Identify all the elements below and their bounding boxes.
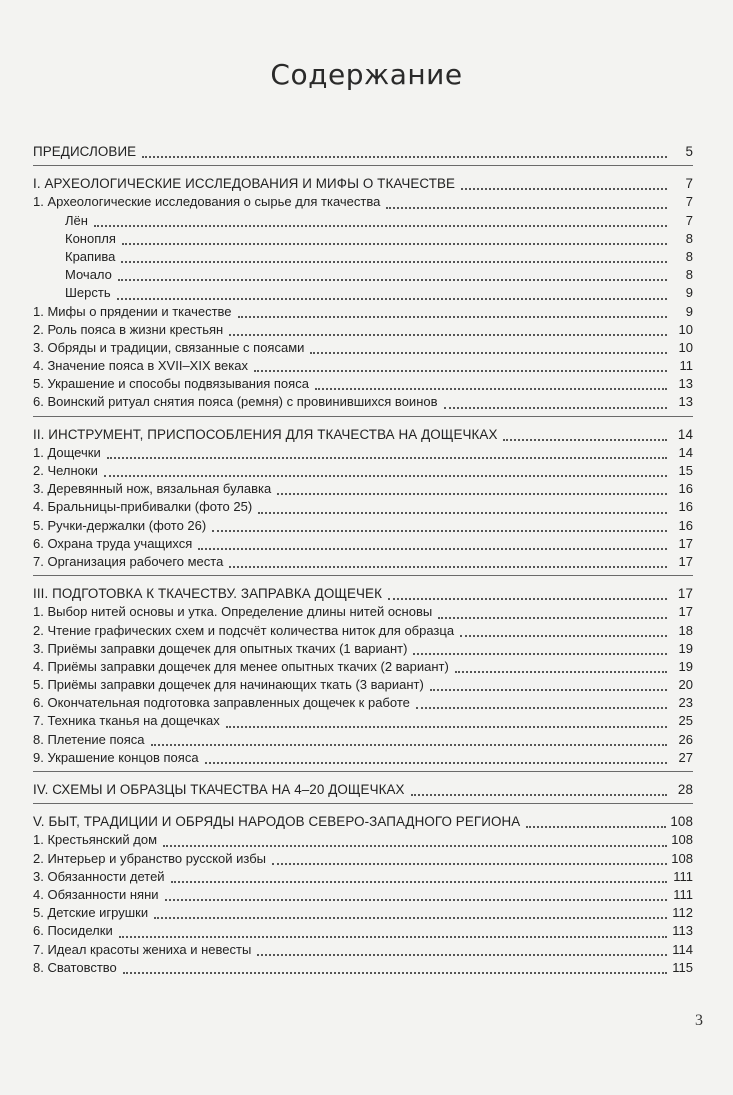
toc-entry-label: 4. Обязанности няни	[33, 886, 159, 902]
toc-item-entry	[33, 393, 693, 411]
toc-entry-page: 111	[673, 868, 693, 884]
toc-entry-label: 6. Охрана труда учащихся	[33, 535, 193, 551]
toc-entry-label: 2. Чтение графических схем и подсчёт количества ниток для образца	[33, 622, 455, 638]
toc-entry-page: 17	[678, 553, 693, 569]
toc-item-entry	[33, 498, 693, 516]
toc-entry-page: 19	[678, 658, 693, 674]
dot-leader	[154, 916, 667, 919]
toc-entry-label: 5. Детские игрушки	[33, 905, 149, 921]
toc-entry-label: 5. Приёмы заправки дощечек для начинающих ткать (3 вариант)	[33, 677, 424, 693]
toc-entry-label: 5. Украшение и способы подвязывания пояса	[33, 376, 309, 392]
toc-item-entry	[33, 959, 693, 977]
toc-section	[33, 813, 693, 981]
toc-entry-page: 113	[672, 923, 693, 939]
dot-leader	[254, 369, 667, 372]
dot-leader	[416, 706, 667, 709]
toc-item-entry	[33, 444, 693, 462]
toc-entry-page: 15	[678, 463, 693, 478]
dot-leader	[503, 438, 667, 441]
toc-entry-label: 6. Воинский ритуал снятия пояса (ремня) с провинившихся воинов	[33, 394, 438, 410]
toc-item-entry	[33, 321, 693, 339]
toc-section	[33, 175, 693, 416]
toc-item-entry	[33, 868, 693, 886]
toc-item-entry	[33, 886, 693, 904]
toc-section	[33, 585, 693, 772]
toc-entry-page: 23	[678, 695, 693, 711]
dot-leader	[444, 406, 667, 409]
toc-entry-page: 8	[685, 230, 693, 246]
dot-leader	[205, 761, 667, 764]
toc-entry-page: 28	[677, 782, 693, 797]
dot-leader	[142, 155, 667, 158]
toc-item-entry	[33, 694, 693, 712]
toc-entry-page: 18	[678, 622, 693, 638]
toc-item-entry	[33, 749, 693, 767]
toc-item-entry	[33, 922, 693, 940]
toc-subitem-entry	[33, 284, 693, 302]
toc-item-entry	[33, 480, 693, 498]
toc-entry-label: 6. Посиделки	[33, 923, 113, 939]
toc-entry-page: 5	[685, 144, 693, 159]
toc-item-entry	[33, 622, 693, 640]
toc-entry-label: 8. Плетение пояса	[33, 731, 145, 747]
toc-part-entry	[33, 585, 693, 603]
toc-item-entry	[33, 553, 693, 571]
toc-entry-page: 108	[671, 832, 693, 848]
toc-entry-label: I. АРХЕОЛОГИЧЕСКИЕ ИССЛЕДОВАНИЯ И МИФЫ О ТКАЧЕСТВЕ	[33, 176, 456, 192]
toc-entry-page: 14	[677, 426, 693, 442]
dot-leader	[258, 511, 667, 514]
toc-part-entry	[33, 175, 693, 193]
toc-entry-page: 7	[685, 212, 693, 228]
toc-entry-label: 7. Техника тканья на дощечках	[33, 713, 220, 729]
toc-item-entry	[33, 831, 693, 849]
toc-entry-label: Шерсть	[65, 285, 111, 301]
dot-leader	[107, 456, 667, 459]
toc-entry-label: 3. Приёмы заправки дощечек для опытных ткачих (1 вариант)	[33, 640, 408, 656]
toc-entry-label: 1. Выбор нитей основы и утка. Определение длины нитей основы	[33, 604, 433, 620]
dot-leader	[171, 880, 667, 883]
toc-item-entry	[33, 603, 693, 621]
dot-leader	[411, 793, 667, 796]
toc-item-entry	[33, 904, 693, 922]
toc-section	[33, 781, 693, 804]
dot-leader	[123, 971, 667, 974]
toc-entry-label: 3. Деревянный нож, вязальная булавка	[33, 481, 272, 497]
toc-item-entry	[33, 193, 693, 211]
toc-entry-page: 16	[678, 481, 693, 497]
dot-leader	[104, 474, 667, 477]
dot-leader	[388, 597, 667, 600]
toc-entry-label: ПРЕДИСЛОВИЕ	[33, 144, 137, 159]
toc-subitem-entry	[33, 266, 693, 284]
dot-leader	[94, 224, 667, 227]
toc-subitem-entry	[33, 212, 693, 230]
toc-entry-page: 16	[678, 517, 693, 533]
toc-entry-label: II. ИНСТРУМЕНТ, ПРИСПОСОБЛЕНИЯ ДЛЯ ТКАЧЕСТВА НА ДОЩЕЧКАХ	[33, 426, 498, 442]
toc-entry-label: 6. Окончательная подготовка заправленных дощечек к работе	[33, 695, 410, 711]
toc-subitem-entry	[33, 230, 693, 248]
dot-leader	[229, 333, 667, 336]
dot-leader	[212, 529, 667, 532]
toc-entry-label: Мочало	[65, 267, 112, 283]
toc-entry-label: 5. Ручки-держалки (фото 26)	[33, 517, 207, 533]
dot-leader	[117, 297, 667, 300]
toc-entry-label: 2. Интерьер и убранство русской избы	[33, 850, 266, 866]
dot-leader	[461, 187, 667, 190]
toc-entry-page: 10	[678, 339, 693, 355]
toc-subitem-entry	[33, 248, 693, 266]
toc-entry-label: 1. Археологические исследования о сырье для ткачества	[33, 194, 381, 210]
toc-item-entry	[33, 712, 693, 730]
toc-entry-page: 13	[678, 376, 693, 392]
dot-leader	[119, 935, 667, 938]
toc-section	[33, 143, 693, 166]
dot-leader	[386, 206, 667, 209]
toc-item-entry	[33, 640, 693, 658]
toc-entry-label: 2. Челноки	[33, 463, 98, 478]
toc-entry-page: 17	[677, 586, 693, 602]
dot-leader	[198, 547, 667, 550]
toc-item-entry	[33, 375, 693, 393]
toc-item-entry	[33, 339, 693, 357]
toc-part-entry	[33, 143, 693, 161]
dot-leader	[310, 351, 667, 354]
toc-entry-page: 115	[672, 959, 693, 975]
dot-leader	[526, 825, 666, 828]
toc-entry-page: 108	[671, 850, 693, 866]
toc-entry-page: 7	[685, 194, 693, 210]
toc-entry-page: 7	[685, 176, 693, 192]
toc-section	[33, 426, 693, 577]
toc-entry-label: 1. Дощечки	[33, 444, 101, 460]
page-number: 3	[695, 1012, 703, 1029]
toc-item-entry	[33, 357, 693, 375]
toc-item-entry	[33, 303, 693, 321]
toc-entry-label: 1. Мифы о прядении и ткачестве	[33, 303, 232, 319]
toc-entry-label: Крапива	[65, 248, 116, 264]
toc-entry-page: 17	[678, 535, 693, 551]
toc-entry-page: 25	[678, 713, 693, 729]
toc-entry-page: 20	[678, 677, 693, 693]
toc-item-entry	[33, 941, 693, 959]
toc-entry-page: 8	[685, 267, 693, 283]
toc-part-entry	[33, 781, 693, 799]
dot-leader	[226, 725, 667, 728]
toc-entry-page: 111	[673, 886, 693, 902]
dot-leader	[315, 387, 667, 390]
toc-entry-page: 9	[685, 303, 693, 319]
toc-item-entry	[33, 731, 693, 749]
toc-item-entry	[33, 658, 693, 676]
toc-entry-page: 9	[685, 285, 693, 301]
toc-item-entry	[33, 850, 693, 868]
toc-entry-page: 17	[678, 604, 693, 620]
dot-leader	[121, 260, 667, 263]
toc-part-entry	[33, 813, 693, 831]
toc-entry-page: 26	[678, 731, 693, 747]
toc-entry-label: V. БЫТ, ТРАДИЦИИ И ОБРЯДЫ НАРОДОВ СЕВЕРО-ЗАПАДНОГО РЕГИОНА	[33, 814, 521, 830]
toc-entry-page: 114	[672, 941, 693, 957]
toc-entry-label: 4. Бральницы-прибивалки (фото 25)	[33, 499, 253, 515]
dot-leader	[455, 670, 667, 673]
toc-entry-label: 2. Роль пояса в жизни крестьян	[33, 321, 224, 337]
toc-entry-page: 108	[670, 814, 693, 830]
toc-item-entry	[33, 535, 693, 553]
toc-part-entry	[33, 426, 693, 444]
toc-entry-label: 7. Организация рабочего места	[33, 553, 224, 569]
toc-entry-page: 11	[679, 358, 693, 374]
toc-entry-label: 4. Значение пояса в XVII–XIX веках	[33, 358, 248, 374]
toc-entry-label: 3. Обязанности детей	[33, 868, 165, 884]
dot-leader	[430, 688, 667, 691]
toc-entry-label: 7. Идеал красоты жениха и невесты	[33, 941, 252, 957]
toc-entry-label: 3. Обряды и традиции, связанные с поясами	[33, 339, 305, 355]
toc-entry-page: 16	[678, 499, 693, 515]
dot-leader	[122, 242, 667, 245]
dot-leader	[277, 492, 667, 495]
toc-item-entry	[33, 462, 693, 480]
toc-entry-label: 1. Крестьянский дом	[33, 832, 158, 848]
toc-entry-page: 19	[678, 640, 693, 656]
dot-leader	[229, 565, 667, 568]
dot-leader	[238, 315, 667, 318]
toc-entry-page: 27	[678, 749, 693, 765]
toc-entry-page: 10	[678, 321, 693, 337]
toc-entry-page: 14	[678, 444, 693, 460]
toc-entry-label: III. ПОДГОТОВКА К ТКАЧЕСТВУ. ЗАПРАВКА ДОЩЕЧЕК	[33, 586, 382, 602]
dot-leader	[165, 898, 667, 901]
dot-leader	[163, 844, 667, 847]
dot-leader	[460, 634, 667, 637]
dot-leader	[151, 743, 667, 746]
dot-leader	[257, 953, 667, 956]
toc-entry-page: 112	[672, 905, 693, 921]
dot-leader	[118, 278, 667, 281]
dot-leader	[413, 652, 667, 655]
toc-entry-label: Конопля	[65, 230, 116, 246]
toc-entry-label: Лён	[65, 212, 88, 228]
table-of-contents	[33, 143, 693, 990]
page-title: Содержание	[270, 58, 463, 91]
toc-item-entry	[33, 676, 693, 694]
toc-entry-page: 13	[678, 394, 693, 410]
toc-entry-label: 4. Приёмы заправки дощечек для менее опытных ткачих (2 вариант)	[33, 658, 449, 674]
dot-leader	[438, 616, 667, 619]
toc-entry-label: 8. Сватовство	[33, 959, 117, 975]
toc-entry-label: IV. СХЕМЫ И ОБРАЗЦЫ ТКАЧЕСТВА НА 4–20 ДОЩЕЧКАХ	[33, 782, 405, 797]
toc-entry-label: 9. Украшение концов пояса	[33, 749, 199, 765]
toc-item-entry	[33, 517, 693, 535]
dot-leader	[272, 862, 667, 865]
toc-entry-page: 8	[685, 248, 693, 264]
